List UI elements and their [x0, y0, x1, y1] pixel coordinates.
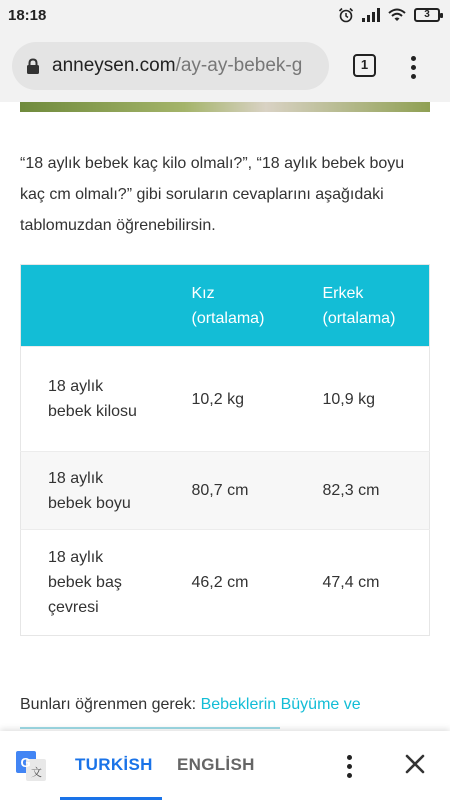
alarm-icon: [338, 7, 354, 23]
status-time: 18:18: [8, 7, 47, 24]
header-cell-girl: Kız (ortalama): [172, 265, 303, 347]
row-label: 18 aylık bebek kilosu: [21, 347, 172, 452]
signal-icon: [362, 8, 380, 22]
translate-menu-icon[interactable]: [347, 755, 352, 778]
status-bar: [0, 0, 450, 32]
tab-switcher-button[interactable]: 1: [353, 54, 376, 77]
battery-icon: 3: [414, 8, 440, 22]
growth-table: [20, 264, 430, 636]
svg-text:文: 文: [31, 767, 42, 779]
girl-value: 46,2 cm: [172, 530, 303, 636]
close-icon[interactable]: [404, 753, 426, 775]
browser-toolbar: [0, 32, 450, 102]
svg-text:G: G: [20, 755, 31, 770]
url-domain: anneysen.com: [52, 55, 176, 76]
browser-menu-icon[interactable]: [411, 56, 416, 79]
lock-icon[interactable]: [26, 58, 40, 75]
girl-value: 80,7 cm: [172, 452, 303, 530]
boy-value: 47,4 cm: [303, 530, 430, 636]
table-row: [21, 347, 430, 452]
hero-image: [20, 102, 430, 112]
url-path: /ay-ay-bebek-g: [175, 55, 303, 76]
note-prefix: Bunları öğrenmen gerek:: [20, 696, 197, 713]
wifi-icon: [388, 8, 406, 22]
row-label: 18 aylık bebek boyu: [21, 452, 172, 530]
row-label: 18 aylık bebek baş çevresi: [21, 530, 172, 636]
table-row: [21, 452, 430, 530]
url-text[interactable]: [52, 55, 302, 77]
translate-bar: [0, 731, 450, 800]
table-header-row: [21, 265, 430, 347]
tab-english[interactable]: ENGLİSH: [177, 755, 255, 774]
address-bar[interactable]: [12, 42, 329, 90]
header-cell-boy: Erkek (ortalama): [303, 265, 430, 347]
boy-value: 82,3 cm: [303, 452, 430, 530]
table-row: [21, 530, 430, 636]
cutoff-text-fragment: [20, 724, 400, 730]
google-translate-icon[interactable]: [16, 751, 46, 781]
boy-value: 10,9 kg: [303, 347, 430, 452]
intro-paragraph: “18 aylık bebek kaç kilo olmalı?”, “18 aylık bebek boyu kaç cm olmalı?” gibi soruların cevaplarını aşağıdaki tablomuzdan öğrenebilirsin.: [20, 155, 405, 234]
tab-turkish[interactable]: TURKİSH: [75, 755, 153, 774]
related-article-link[interactable]: Bebeklerin Büyüme ve: [200, 696, 361, 713]
related-note: [20, 692, 430, 717]
status-icons: [338, 7, 440, 23]
girl-value: 10,2 kg: [172, 347, 303, 452]
header-cell: [21, 265, 172, 347]
